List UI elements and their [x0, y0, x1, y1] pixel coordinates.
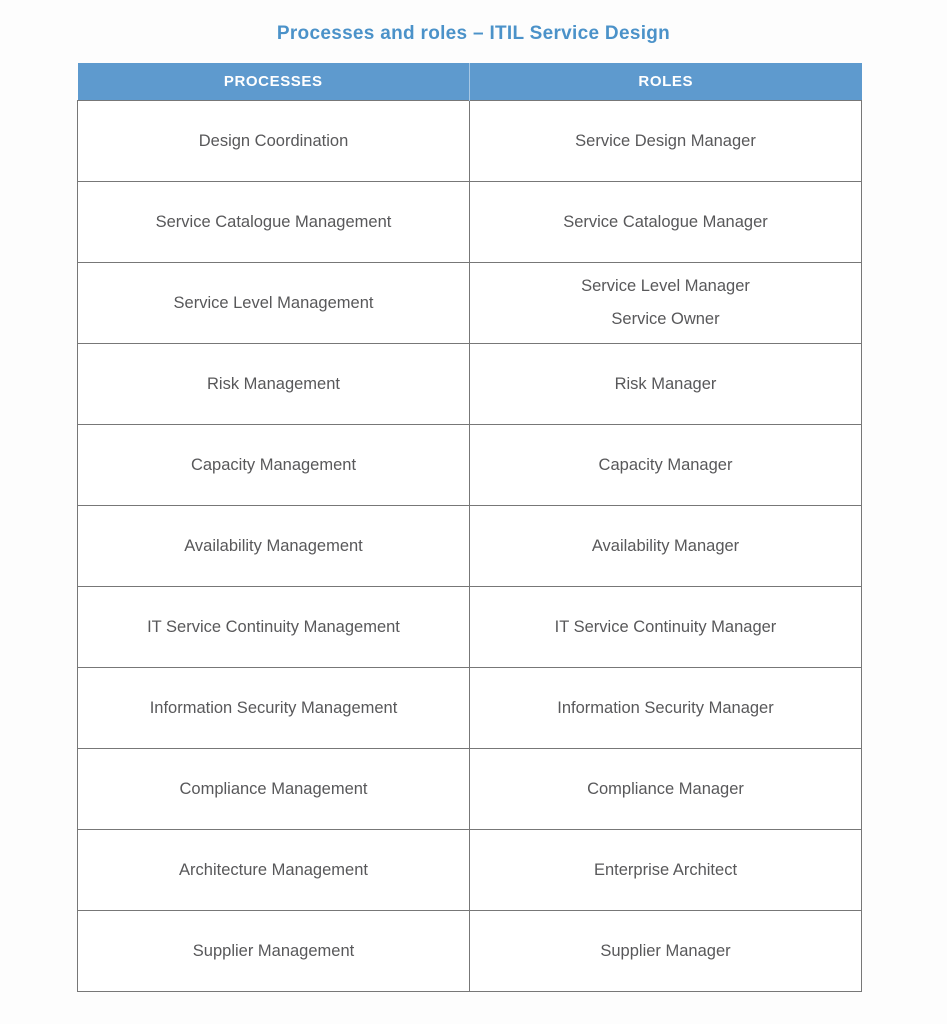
process-text: Risk Management — [207, 374, 340, 393]
role-text: Compliance Manager — [587, 779, 744, 798]
role-text: Risk Manager — [614, 374, 717, 393]
role-cell — [470, 182, 862, 263]
process-cell — [78, 830, 470, 911]
process-text: IT Service Continuity Management — [147, 617, 400, 636]
role-cell — [470, 587, 862, 668]
table-row — [78, 668, 862, 749]
role-text: Enterprise Architect — [593, 860, 738, 879]
process-cell — [78, 263, 470, 344]
process-text: Capacity Management — [190, 455, 357, 474]
role-cell — [470, 911, 862, 992]
process-text: Service Level Management — [173, 293, 374, 312]
page-title: Processes and roles – ITIL Service Design — [276, 23, 671, 44]
role-cell — [470, 749, 862, 830]
table-row — [78, 911, 862, 992]
role-text: Availability Manager — [591, 536, 740, 555]
role-text: Service Design Manager — [575, 131, 756, 150]
process-cell — [78, 182, 470, 263]
process-cell — [78, 101, 470, 182]
process-text: Design Coordination — [198, 131, 349, 150]
column-header-processes: PROCESSES — [78, 63, 470, 101]
process-cell — [78, 668, 470, 749]
role-cell — [470, 263, 862, 344]
table-row — [78, 182, 862, 263]
process-text: Compliance Management — [179, 779, 368, 798]
process-cell — [78, 749, 470, 830]
role-text: Service Owner — [611, 310, 720, 328]
header-row — [78, 63, 862, 101]
process-cell — [78, 506, 470, 587]
process-text: Supplier Management — [192, 941, 355, 960]
role-cell — [470, 425, 862, 506]
table-row — [78, 101, 862, 182]
process-cell — [78, 425, 470, 506]
role-text: IT Service Continuity Manager — [554, 617, 777, 636]
process-text: Service Catalogue Management — [155, 212, 392, 231]
process-text: Information Security Management — [149, 698, 398, 717]
table-row — [78, 587, 862, 668]
process-cell — [78, 344, 470, 425]
role-text: Service Level Manager — [581, 277, 750, 296]
processes-roles-table-container — [77, 63, 862, 992]
role-cell — [470, 506, 862, 587]
role-cell — [470, 101, 862, 182]
role-cell — [470, 830, 862, 911]
role-text: Information Security Manager — [557, 698, 774, 717]
table-body — [78, 101, 862, 992]
table-row — [78, 749, 862, 830]
role-text: Capacity Manager — [598, 455, 733, 474]
process-cell — [78, 587, 470, 668]
table-row — [78, 425, 862, 506]
table-row — [78, 344, 862, 425]
process-text: Architecture Management — [179, 860, 368, 879]
process-cell — [78, 911, 470, 992]
table-header — [78, 63, 862, 101]
role-cell — [470, 344, 862, 425]
role-cell — [470, 668, 862, 749]
table-row — [78, 830, 862, 911]
role-text: Supplier Manager — [600, 941, 731, 960]
column-header-roles: ROLES — [470, 63, 862, 101]
processes-roles-table — [77, 63, 862, 992]
table-row — [78, 263, 862, 344]
table-row — [78, 506, 862, 587]
process-text: Availability Management — [184, 536, 363, 555]
role-text: Service Catalogue Manager — [563, 212, 768, 231]
